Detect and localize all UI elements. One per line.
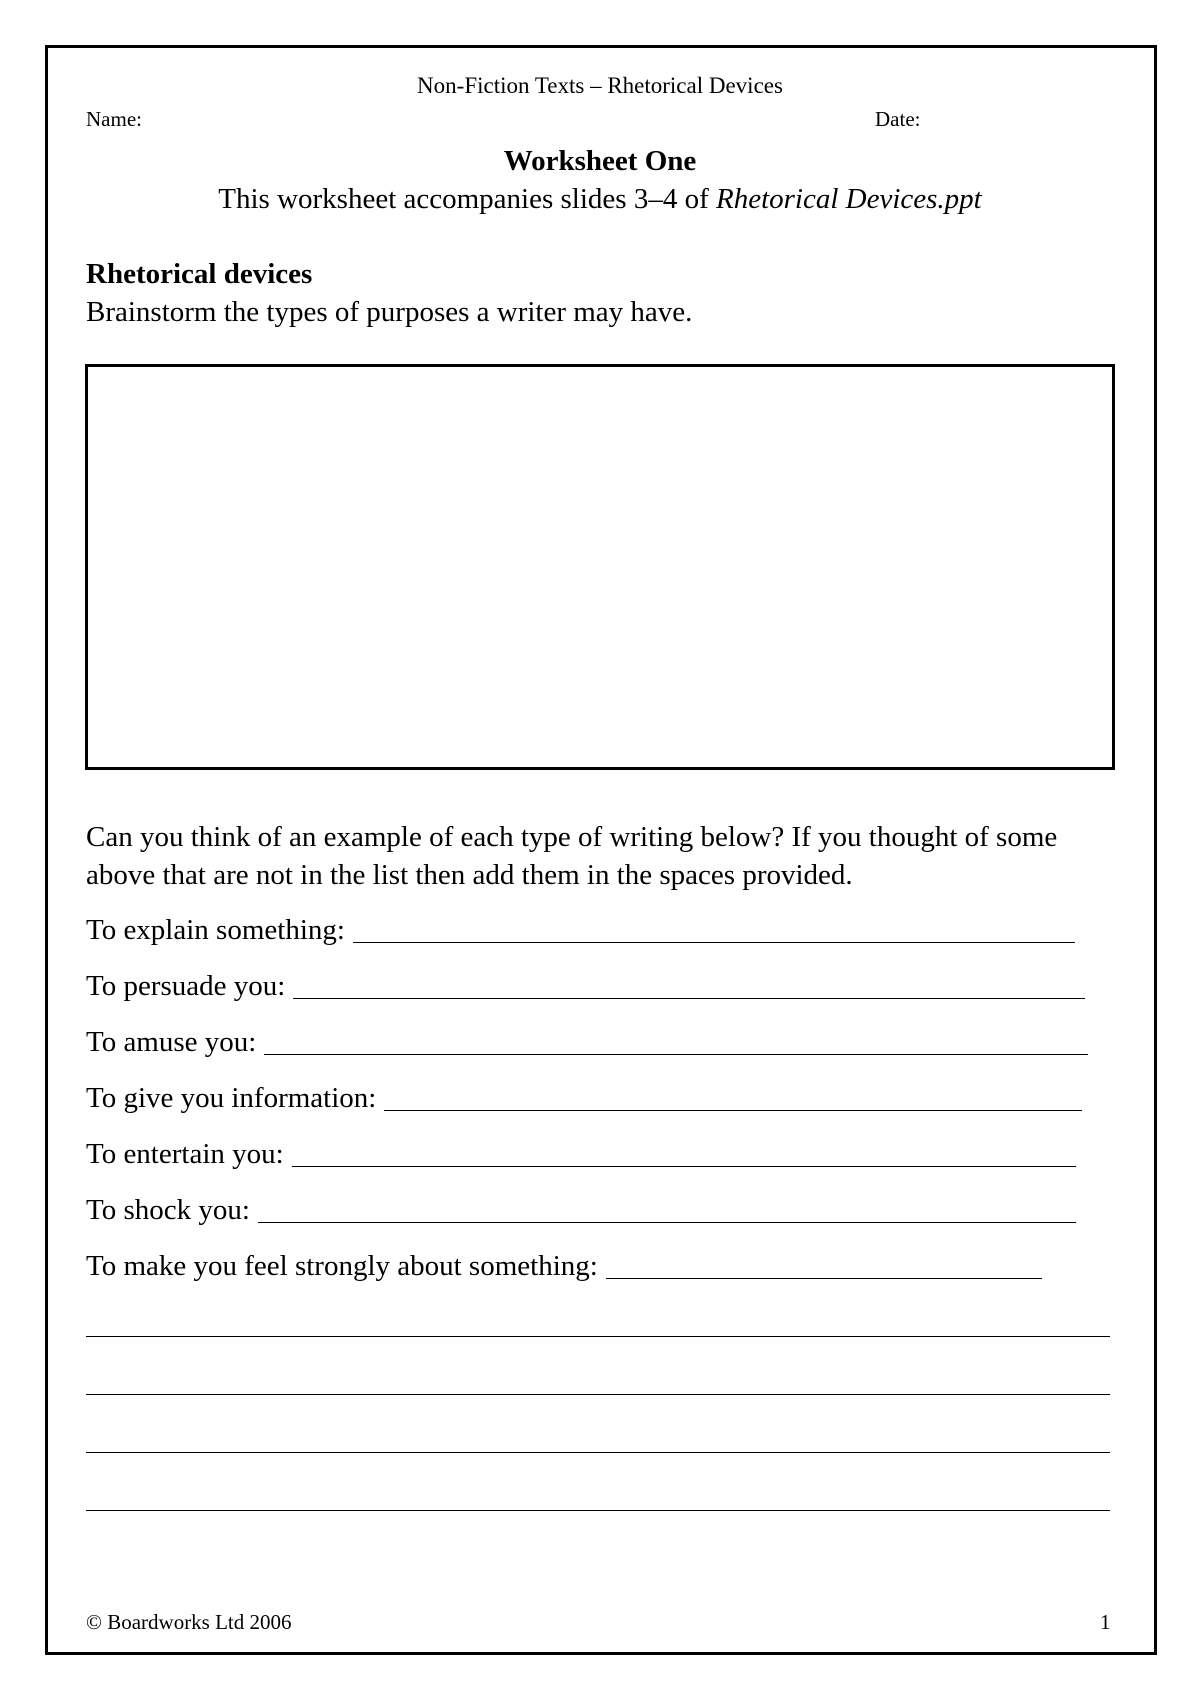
prompt-row-shock [86, 1192, 1076, 1228]
answer-line[interactable] [293, 972, 1085, 999]
answer-line[interactable] [384, 1084, 1082, 1111]
subtitle-text: This worksheet accompanies slides 3–4 of [218, 183, 716, 215]
prompt-label: To shock you: [86, 1194, 250, 1226]
prompt-label: To give you information: [86, 1082, 377, 1114]
subtitle-filename: Rhetorical Devices.ppt [715, 183, 982, 215]
worksheet-title: Worksheet One [503, 145, 697, 177]
date-label: Date: [875, 107, 921, 131]
section-heading: Rhetorical devices [86, 258, 313, 290]
prompt-row-information [86, 1080, 1082, 1116]
answer-line[interactable] [258, 1196, 1076, 1223]
name-label: Name: [86, 107, 142, 131]
prompt-label: To amuse you: [86, 1026, 257, 1058]
brainstorm-box[interactable] [85, 364, 1115, 770]
header-title: Non-Fiction Texts – Rhetorical Devices [417, 73, 783, 98]
prompt-row-persuade [86, 968, 1085, 1004]
answer-line[interactable] [264, 1028, 1088, 1055]
answer-line[interactable] [606, 1252, 1042, 1279]
prompt-row-explain [86, 912, 1075, 948]
extra-answer-line[interactable] [86, 1452, 1110, 1453]
prompt-row-amuse [86, 1024, 1088, 1060]
prompt-label: To explain something: [86, 914, 345, 946]
prompt-label: To make you feel strongly about something: [86, 1250, 598, 1282]
answer-line[interactable] [353, 916, 1075, 943]
section-instruction: Brainstorm the types of purposes a writer may have. [86, 296, 693, 328]
extra-answer-line[interactable] [86, 1394, 1110, 1395]
page-number: 1 [1100, 1610, 1111, 1634]
prompt-row-entertain [86, 1136, 1076, 1172]
worksheet-subtitle [0, 183, 1200, 216]
prompt-label: To persuade you: [86, 970, 286, 1002]
answer-line[interactable] [292, 1140, 1076, 1167]
footer-copyright: © Boardworks Ltd 2006 [86, 1610, 292, 1634]
question-text: Can you think of an example of each type of writing below? If you thought of some above that are not in the list then add them in the spaces provided. [86, 821, 1058, 891]
prompt-row-feel-strongly [86, 1248, 1042, 1284]
extra-answer-line[interactable] [86, 1336, 1110, 1337]
prompt-label: To entertain you: [86, 1138, 284, 1170]
extra-answer-line[interactable] [86, 1510, 1110, 1511]
